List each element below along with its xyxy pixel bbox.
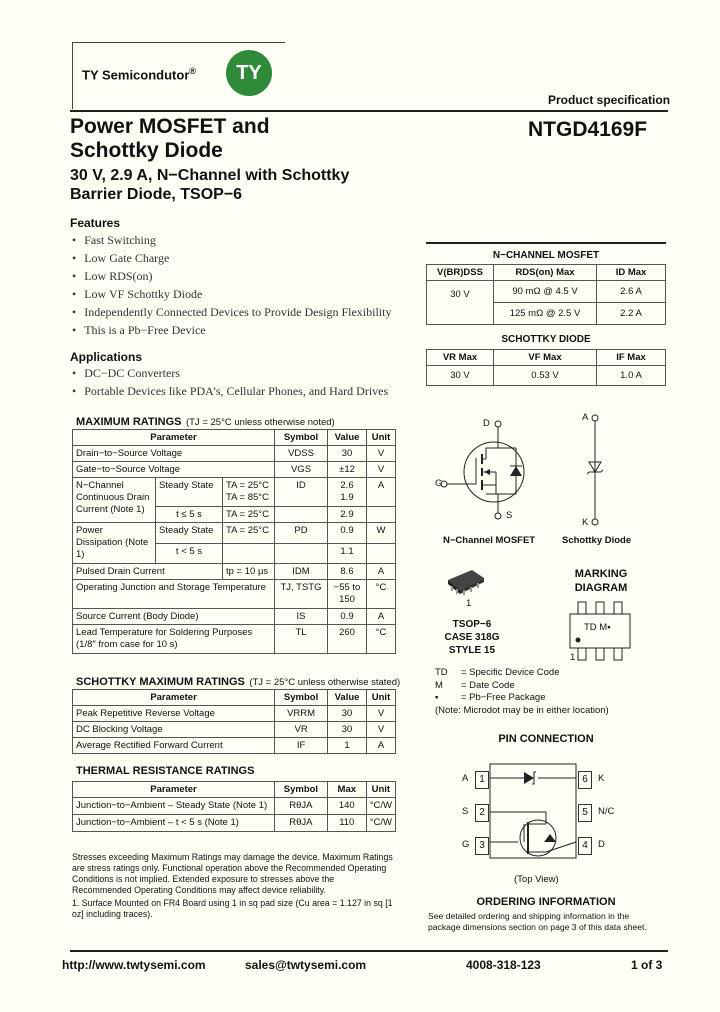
pin-connection-diagram-icon <box>488 762 578 862</box>
marking-diagram-icon <box>566 600 638 666</box>
diode-caption: Schottky Diode <box>562 535 632 546</box>
part-number: NTGD4169F <box>528 118 648 141</box>
pin-label-d: D <box>483 418 490 429</box>
table-row: Lead Temperature for Soldering Purposes (1/8″ from case for 10 s) TL 260 °C <box>73 625 396 654</box>
marking-code: TD M▪ <box>584 622 611 633</box>
product-spec-label: Product specification <box>548 93 671 107</box>
max-ratings-table: Parameter Symbol Value Unit Drain−to−Source Voltage VDSS 30 V Gate−to−Source Voltage VGS ±12 V N−Channel Continuous Drain Current (Note 1) Steady State TA = 25°C TA = 85°C ID 2.6 1.9 A t ≤ 5 s TA = 25°C 2.9 Power Dissipation (Note 1) Steady State TA = 25°C PD 0.9 W t < 5 s 1.1 Pulsed Drain Current tp = 10 μs IDM 8.6 A Operating Junction and Storage Temperature TJ, TSTG −55 to 150 °C Source Current (Body Diode) IS 0.9 A Lead Temperature for Soldering Purposes (1/8″ from case for 10 s) TL 260 °C <box>72 429 396 654</box>
company-logo: TY <box>226 50 272 96</box>
pin-6-box: 6 <box>578 771 592 789</box>
nchannel-summary-table: V(BR)DSS RDS(on) Max ID Max 30 V 90 mΩ @ 4.5 V 2.6 A 125 mΩ @ 2.5 V 2.2 A <box>426 264 666 325</box>
schottky-summary-heading: SCHOTTKY DIODE <box>501 334 591 345</box>
mosfet-caption: N−Channel MOSFET <box>443 535 536 546</box>
table-row: Junction−to−Ambient – t < 5 s (Note 1) RθJA 110 °C/W <box>73 815 396 832</box>
table-row: Operating Junction and Storage Temperature TJ, TSTG −55 to 150 °C <box>73 580 396 609</box>
marking-pin1: 1 <box>570 652 576 663</box>
top-view-label: (Top View) <box>514 874 559 885</box>
pin-4-box: 4 <box>578 837 592 855</box>
package-pin1: 1 <box>466 598 472 609</box>
tsop-package-icon <box>444 566 488 598</box>
mosfet-symbol-icon <box>432 414 542 534</box>
pin-5-box: 5 <box>578 804 592 822</box>
subtitle: 30 V, 2.9 A, N−Channel with Schottky Barrier Diode, TSOP−6 <box>70 167 350 203</box>
pin-label-a: A <box>582 412 589 423</box>
list-item: • Low RDS(on) <box>72 267 391 285</box>
pin-1-box: 1 <box>475 771 489 789</box>
footer-rule <box>70 950 668 952</box>
pin-2-box: 2 <box>475 804 489 822</box>
pin-name-k: K <box>598 773 605 784</box>
page-title: Power MOSFET and Schottky Diode <box>70 115 270 162</box>
pin-connection-heading: PIN CONNECTION <box>498 733 594 745</box>
marking-legend: TD = Specific Device Code M = Date Code ▪ = Pb−Free Package (Note: Microdot may be in either location) <box>435 667 609 716</box>
nchannel-heading: N−CHANNEL MOSFET <box>492 250 600 261</box>
table-row: Pulsed Drain Current tp = 10 μs IDM 8.6 A <box>73 564 396 580</box>
footer-email[interactable]: sales@twtysemi.com <box>245 958 367 972</box>
thermal-table: Parameter Symbol Max Unit Junction−to−Ambient – Steady State (Note 1) RθJA 140 °C/W Junction−to−Ambient – t < 5 s (Note 1) RθJA 110 °C/W <box>72 781 396 832</box>
marking-title: MARKING DIAGRAM <box>574 568 628 594</box>
list-item: • Low Gate Charge <box>72 249 391 267</box>
pin-label-k: K <box>582 517 589 528</box>
summary-rule <box>426 242 666 244</box>
pin-label-g: G <box>435 478 443 489</box>
table-row: 30 V 0.53 V 1.0 A <box>427 366 666 386</box>
schottky-ratings-table: Parameter Symbol Value Unit Peak Repetitive Reverse Voltage VRRM 30 V DC Blocking Voltage VR 30 V Average Rectified Forward Current IF 1 A <box>72 689 396 754</box>
table-row: Average Rectified Forward Current IF 1 A <box>73 738 396 754</box>
list-item: • This is a Pb−Free Device <box>72 321 391 339</box>
list-item: • Low VF Schottky Diode <box>72 285 391 303</box>
table-row: 30 V 90 mΩ @ 4.5 V 2.6 A <box>427 281 666 303</box>
table-row: Peak Repetitive Reverse Voltage VRRM 30 V <box>73 706 396 722</box>
ordering-heading: ORDERING INFORMATION <box>476 896 616 908</box>
table-row: Drain−to−Source Voltage VDSS 30 V <box>73 446 396 462</box>
features-heading: Features <box>70 216 121 230</box>
company-name: TY Semicondutor® <box>82 66 197 83</box>
schottky-ratings-heading: SCHOTTKY MAXIMUM RATINGS (TJ = 25°C unless otherwise stated) <box>76 676 401 688</box>
pin-3-box: 3 <box>475 837 489 855</box>
pin-name-g: G <box>462 839 470 850</box>
schottky-diode-icon <box>580 410 610 530</box>
max-ratings-heading: MAXIMUM RATINGS (TJ = 25°C unless otherwise noted) <box>76 416 335 428</box>
list-item: • DC−DC Converters <box>72 364 388 382</box>
footer-phone: 4008-318-123 <box>466 958 541 972</box>
table-row: Gate−to−Source Voltage VGS ±12 V <box>73 462 396 478</box>
table-row: Power Dissipation (Note 1) Steady State TA = 25°C PD 0.9 W <box>73 523 396 544</box>
footer-url[interactable]: http://www.twtysemi.com <box>62 958 206 972</box>
pin-name-a: A <box>462 773 469 784</box>
thermal-heading: THERMAL RESISTANCE RATINGS <box>76 765 255 777</box>
stress-note: Stresses exceeding Maximum Ratings may damage the device. Maximum Ratings are stress ratings only. Functional operation above the Recommended Operating Conditions is not implied. Extended exposure to stresses above the Recommended Operating Conditions may affect device reliability. <box>72 852 393 895</box>
table-row: 125 mΩ @ 2.5 V 2.2 A <box>427 303 666 325</box>
list-item: • Fast Switching <box>72 231 391 249</box>
footer-page: 1 of 3 <box>631 958 663 972</box>
features-list <box>72 231 391 339</box>
table-row: Junction−to−Ambient – Steady State (Note 1) RθJA 140 °C/W <box>73 798 396 815</box>
header-rule <box>70 110 668 112</box>
list-item: • Portable Devices like PDA’s, Cellular Phones, and Hard Drives <box>72 382 388 400</box>
pin-name-d: D <box>598 839 605 850</box>
pin-name-nc: N/C <box>598 806 615 817</box>
table-row: t ≤ 5 s TA = 25°C 2.9 <box>73 507 396 523</box>
package-info: TSOP−6 CASE 318G STYLE 15 <box>444 619 500 656</box>
table-row: t < 5 s 1.1 <box>73 543 396 564</box>
table-row: DC Blocking Voltage VR 30 V <box>73 722 396 738</box>
applications-heading: Applications <box>70 350 143 364</box>
footnote-1: 1. Surface Mounted on FR4 Board using 1 in sq pad size (Cu area = 1.127 in sq [1 oz] including traces). <box>72 898 393 919</box>
list-item: • Independently Connected Devices to Provide Design Flexibility <box>72 303 391 321</box>
applications-list <box>72 364 388 400</box>
table-row: Source Current (Body Diode) IS 0.9 A <box>73 609 396 625</box>
table-row: N−Channel Continuous Drain Current (Note 1) Steady State TA = 25°C TA = 85°C ID 2.6 1.9 A <box>73 478 396 507</box>
ordering-text: See detailed ordering and shipping information in the package dimensions section on page 3 of this data sheet. <box>428 911 647 932</box>
pin-label-s: S <box>506 510 513 521</box>
pin-name-s: S <box>462 806 469 817</box>
schottky-summary-table: VR Max VF Max IF Max 30 V 0.53 V 1.0 A <box>426 349 666 386</box>
